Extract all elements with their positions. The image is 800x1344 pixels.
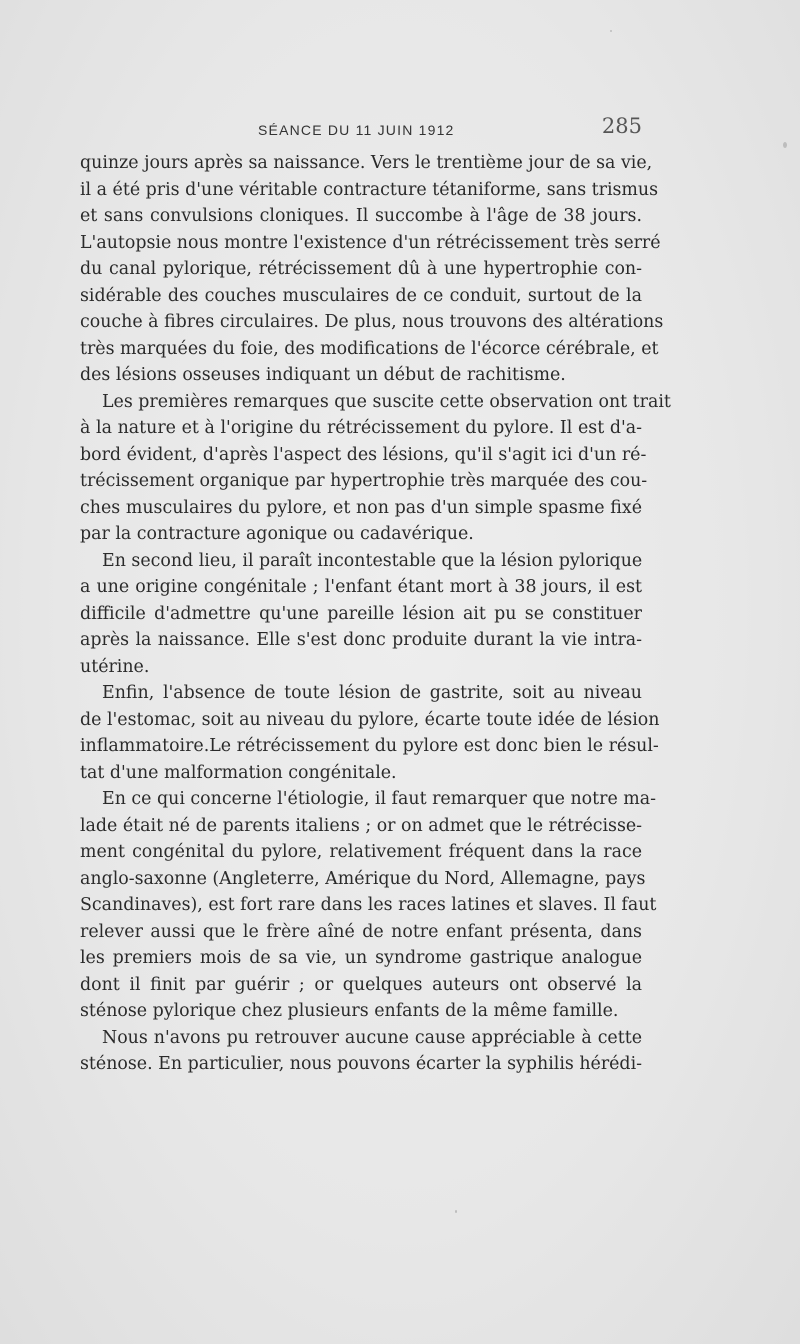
text-line: Enfin, l'absence de toute lésion de gastrite, soit au niveau (102, 683, 642, 703)
text-line: quinze jours après sa naissance. Vers le trentième jour de sa vie, (80, 153, 653, 173)
text-line: lade était né de parents italiens ; or on admet que le rétrécisse- (80, 815, 643, 836)
paragraph-3 (80, 548, 642, 681)
text-line: anglo-saxonne (Angleterre, Amérique du Nord, Allemagne, pays (80, 868, 646, 889)
text-line: ches musculaires du pylore, et non pas d'un simple spasme fixé (80, 497, 642, 518)
text-line: dont il finit par guérir ; or quelques auteurs ont observé la (80, 974, 642, 995)
text-line: des lésions osseuses indiquant un début de rachitisme. (80, 365, 566, 385)
text-line: tat d'une malformation congénitale. (80, 762, 397, 783)
text-line: et sans convulsions cloniques. Il succombe à l'âge de 38 jours. (80, 206, 642, 226)
text-line: de l'estomac, soit au niveau du pylore, écarte toute idée de lésion (80, 709, 660, 730)
text-line: inflammatoire.Le rétrécissement du pylore est donc bien le résul- (80, 736, 659, 756)
text-line: sténose pylorique chez plusieurs enfants de la même famille. (80, 1001, 619, 1021)
paragraph-2 (80, 389, 671, 548)
text-line: les premiers mois de sa vie, un syndrome gastrique analogue (80, 948, 642, 968)
text-line: sidérable des couches musculaires de ce conduit, surtout de la (80, 285, 642, 306)
text-line: bord évident, d'après l'aspect des lésions, qu'il s'agit ici d'un ré- (80, 444, 647, 465)
text-line: ment congénital du pylore, relativement fréquent dans la race (80, 842, 642, 862)
running-head: SÉANCE DU 11 JUIN 1912 (258, 122, 455, 138)
text-line: après la naissance. Elle s'est donc produite durant la vie intra- (80, 630, 642, 650)
text-line: par la contracture agonique ou cadavérique. (80, 524, 474, 544)
text-line: En second lieu, il paraît incontestable que la lésion pylorique (102, 550, 643, 571)
body-text (80, 150, 671, 1078)
text-line: du canal pylorique, rétrécissement dû à une hypertrophie con- (80, 259, 642, 279)
paragraph-6 (80, 1025, 642, 1078)
text-line: relever aussi que le frère aîné de notre enfant présenta, dans (80, 921, 642, 942)
text-line: Les premières remarques que suscite cette observation ont trait (102, 391, 671, 412)
text-line: trécissement organique par hypertrophie très marquée des cou- (80, 471, 648, 491)
text-line: il a été pris d'une véritable contracture tétaniforme, sans trismus (80, 179, 659, 200)
text-line: à la nature et à l'origine du rétrécissement du pylore. Il est d'a- (80, 418, 642, 438)
text-line: Scandinaves), est fort rare dans les races latines et slaves. Il faut (80, 895, 657, 915)
text-line: Nous n'avons pu retrouver aucune cause appréciable à cette (102, 1027, 642, 1048)
text-line: sténose. En particulier, nous pouvons écarter la syphilis hérédi- (80, 1054, 643, 1074)
paragraph-4 (80, 680, 660, 786)
text-line: a une origine congénitale ; l'enfant étant mort à 38 jours, il est (80, 577, 642, 597)
paragraph-5 (80, 786, 657, 1025)
paragraph-1 (80, 150, 664, 389)
page-number: 285 (601, 114, 642, 138)
page-header (80, 114, 642, 148)
text-line: L'autopsie nous montre l'existence d'un rétrécissement très serré (80, 232, 661, 253)
text-line: utérine. (80, 656, 150, 677)
text-line: En ce qui concerne l'étiologie, il faut remarquer que notre ma- (102, 789, 657, 809)
text-line: difficile d'admettre qu'une pareille lésion ait pu se constituer (80, 603, 642, 624)
paper-speck (610, 30, 612, 32)
text-line: couche à fibres circulaires. De plus, nous trouvons des altérations (80, 312, 664, 332)
paper-speck (783, 142, 787, 148)
paper-speck (455, 1210, 457, 1213)
text-line: très marquées du foie, des modifications de l'écorce cérébrale, et (80, 338, 659, 359)
